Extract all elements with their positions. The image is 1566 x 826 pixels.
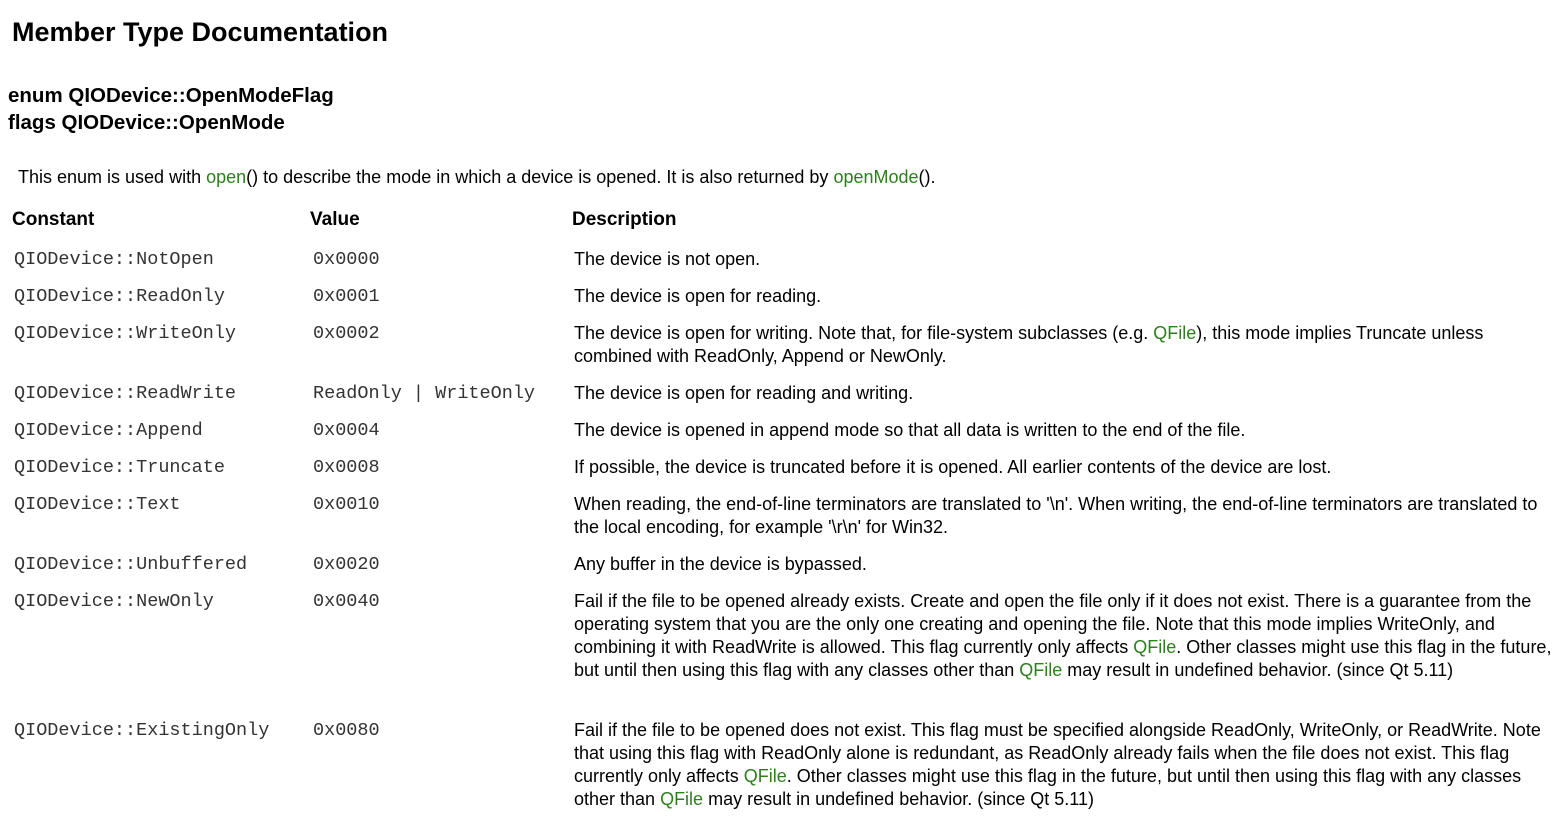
- description-text: may result in undefined behavior. (since Qt 5.11): [703, 789, 1094, 809]
- value-cell: 0x0000: [313, 249, 380, 270]
- description-cell: [574, 248, 1556, 271]
- description-cell: [574, 719, 1556, 811]
- constant-cell: QIODevice::WriteOnly: [14, 323, 237, 344]
- value-cell: 0x0008: [313, 457, 380, 478]
- column-header-description: Description: [572, 209, 677, 230]
- description-text: If possible, the device is truncated before it is opened. All earlier contents of the device are lost.: [574, 457, 1332, 477]
- intro-paragraph: [18, 167, 936, 188]
- description-cell: [574, 553, 1556, 576]
- constant-cell: QIODevice::Append: [14, 420, 203, 441]
- description-cell: [574, 285, 1556, 308]
- description-text: Fail if the file to be opened already exists. Create and open the file only if it does not exist. There is a guarantee from the operating system that you are the only one creating and opening the file. Note that this mode implies WriteOnly, and combining it with ReadWrite is allowed. This flag currently only affects: [574, 591, 1532, 657]
- description-text: The device is opened in append mode so that all data is written to the end of the file.: [574, 420, 1246, 440]
- column-header-constant: Constant: [12, 209, 95, 230]
- description-text: The device is open for reading and writing.: [574, 383, 914, 403]
- constant-cell: QIODevice::NewOnly: [14, 591, 214, 612]
- description-text: Fail if the file to be opened does not exist. This flag must be specified alongside ReadOnly, WriteOnly, or ReadWrite. Note that using this flag with ReadOnly alone is redundant, as ReadOnly already fails when the file does not exist. This flag currently only affects: [574, 720, 1541, 786]
- description-text: . Other classes might use this flag in the future, but until then using this flag with any classes other than: [574, 766, 1522, 809]
- intro-text: () to describe the mode in which a device is opened. It is also returned by: [246, 167, 834, 187]
- constant-cell: QIODevice::ReadWrite: [14, 383, 237, 404]
- description-cell: [574, 493, 1556, 539]
- constant-cell: QIODevice::Text: [14, 494, 181, 515]
- description-cell: [574, 456, 1556, 479]
- qfile-link[interactable]: QFile: [1153, 323, 1197, 343]
- description-text: Any buffer in the device is bypassed.: [574, 554, 867, 574]
- constant-cell: QIODevice::NotOpen: [14, 249, 214, 270]
- description-text: ), this mode implies Truncate unless combined with ReadOnly, Append or NewOnly.: [574, 323, 1484, 366]
- description-text: When reading, the end-of-line terminators are translated to '\n'. When writing, the end-of-line terminators are translated to the local encoding, for example '\r\n' for Win32.: [574, 494, 1538, 537]
- openmode-link[interactable]: openMode: [833, 167, 919, 187]
- description-cell: [574, 382, 1556, 405]
- flags-signature: flags QIODevice::OpenMode: [8, 111, 285, 134]
- qfile-link[interactable]: QFile: [743, 766, 787, 786]
- description-text: The device is open for writing. Note that, for file-system subclasses (e.g.: [574, 323, 1154, 343]
- description-cell: [574, 322, 1556, 368]
- section-heading: Member Type Documentation: [12, 17, 389, 47]
- value-cell: 0x0080: [313, 720, 380, 741]
- value-cell: 0x0020: [313, 554, 380, 575]
- description-text: may result in undefined behavior. (since Qt 5.11): [1062, 660, 1454, 680]
- column-header-value: Value: [310, 209, 360, 230]
- qfile-link[interactable]: QFile: [660, 789, 704, 809]
- open-link[interactable]: open: [206, 167, 247, 187]
- description-text: The device is not open.: [574, 249, 761, 269]
- value-cell: 0x0004: [313, 420, 380, 441]
- value-cell: 0x0040: [313, 591, 380, 612]
- intro-text: This enum is used with: [18, 167, 207, 187]
- constant-cell: QIODevice::Unbuffered: [14, 554, 248, 575]
- description-text: The device is open for reading.: [574, 286, 822, 306]
- constant-cell: QIODevice::ExistingOnly: [14, 720, 270, 741]
- description-text: . Other classes might use this flag in the future, but until then using this flag with any classes other than: [574, 637, 1552, 680]
- value-cell: 0x0010: [313, 494, 380, 515]
- qfile-link[interactable]: QFile: [1019, 660, 1063, 680]
- value-cell: 0x0001: [313, 286, 380, 307]
- description-cell: [574, 590, 1556, 682]
- constant-cell: QIODevice::ReadOnly: [14, 286, 225, 307]
- description-cell: [574, 419, 1556, 442]
- constant-cell: QIODevice::Truncate: [14, 457, 225, 478]
- value-cell: ReadOnly | WriteOnly: [313, 383, 536, 404]
- value-cell: 0x0002: [313, 323, 380, 344]
- intro-text: ().: [918, 167, 936, 187]
- enum-signature: enum QIODevice::OpenModeFlag: [8, 84, 334, 107]
- qfile-link[interactable]: QFile: [1133, 637, 1177, 657]
